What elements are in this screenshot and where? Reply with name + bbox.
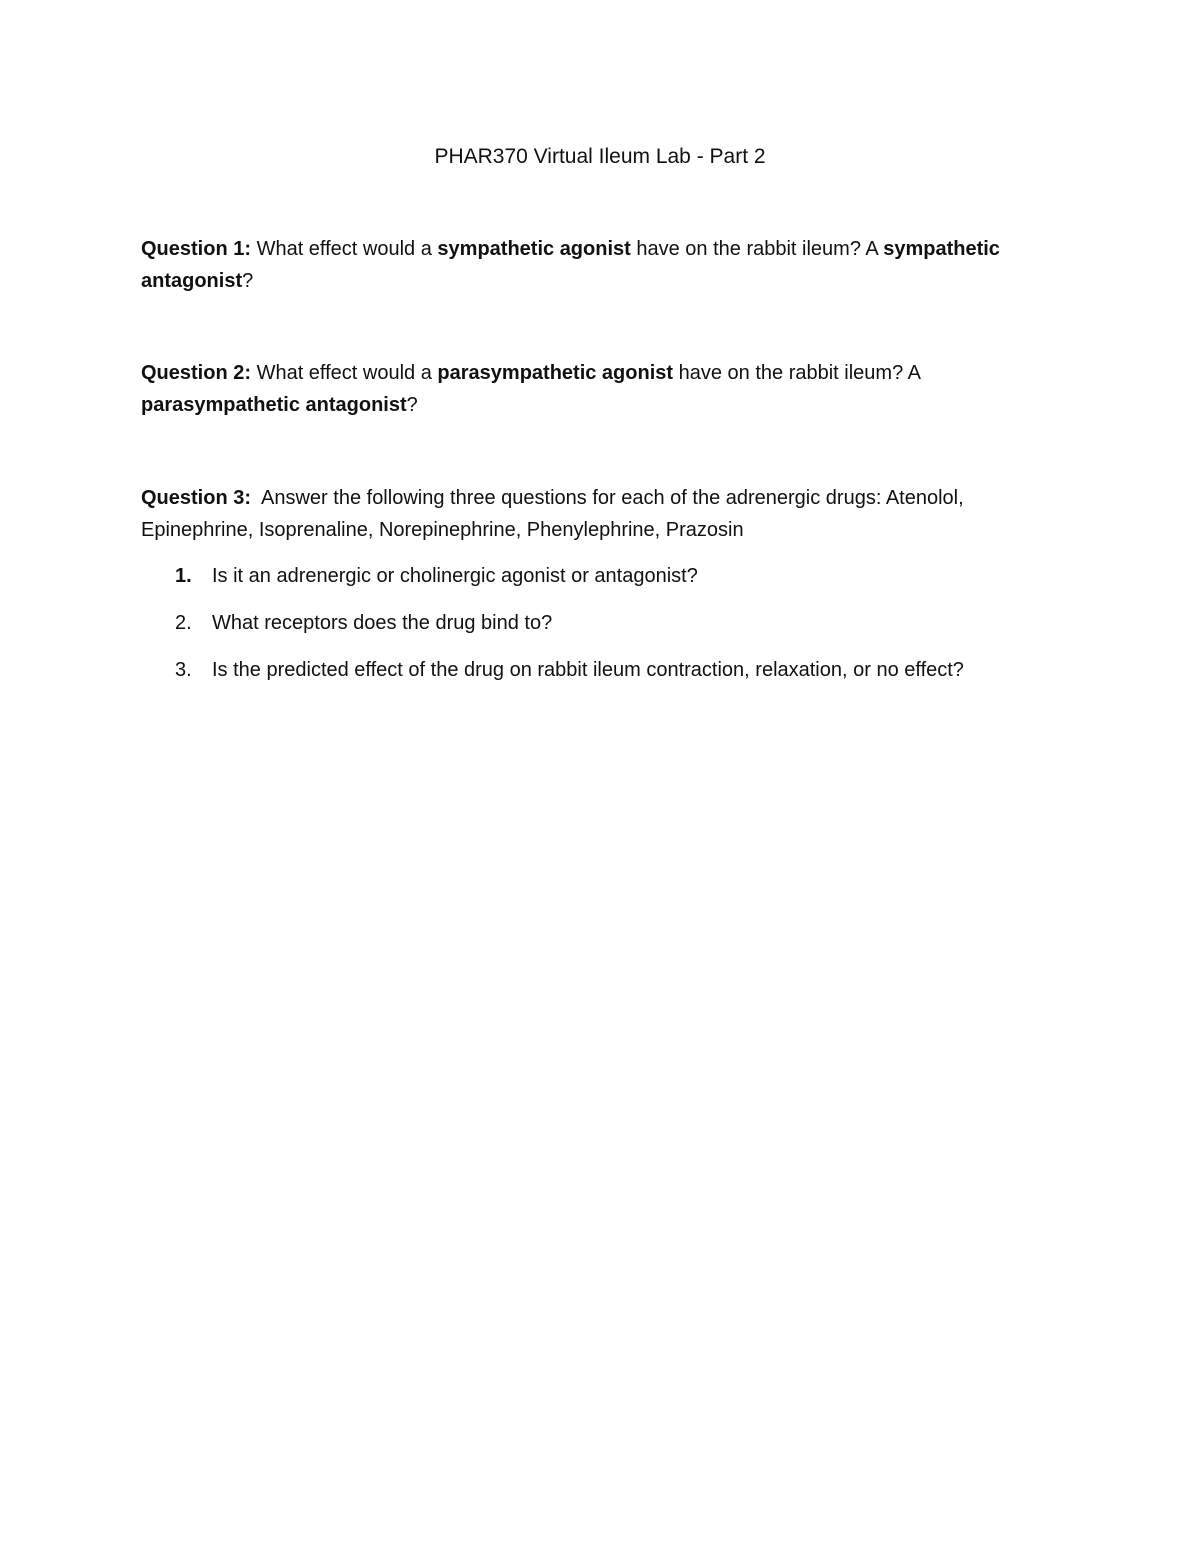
question-3-text: Answer the following three questions for each of the adrenergic drugs: Atenolol, Epinephrine, Isoprenaline, Norepinephrine, Phenylephrine, Prazosin	[141, 487, 970, 541]
list-item-text: What receptors does the drug bind to?	[212, 612, 553, 634]
question-2-text: What effect would a	[251, 362, 438, 384]
question-1	[141, 233, 1071, 297]
question-1-label: Question 1:	[141, 238, 252, 260]
list-item-number: 3.	[175, 659, 192, 681]
list-item-text: Is it an adrenergic or cholinergic agonist or antagonist?	[212, 565, 698, 587]
list-item-number: 1.	[175, 565, 192, 587]
question-2-text-2: have on the rabbit ileum? A	[673, 362, 920, 384]
list-item	[141, 656, 1071, 684]
list-item	[141, 562, 1071, 590]
question-1-text-2: have on the rabbit ileum? A	[630, 238, 884, 260]
question-2-term-agonist: parasympathetic agonist	[437, 362, 674, 384]
question-2-label: Question 2:	[141, 362, 252, 384]
question-3	[141, 482, 1071, 546]
question-1-end: ?	[242, 270, 254, 292]
question-1-term-antagonist: sympathetic antagonist	[141, 238, 1000, 292]
question-2	[141, 357, 1071, 421]
question-2-term-antagonist: parasympathetic antagonist	[141, 394, 407, 416]
document-title: PHAR370 Virtual Ileum Lab - Part 2	[434, 145, 766, 168]
list-item-number: 2.	[175, 612, 192, 634]
list-item-text: Is the predicted effect of the drug on rabbit ileum contraction, relaxation, or no effect?	[212, 659, 964, 681]
question-3-list	[141, 562, 1071, 703]
question-1-text: What effect would a	[251, 238, 438, 260]
question-3-label: Question 3:	[141, 487, 252, 509]
list-item	[141, 609, 1071, 637]
question-1-term-agonist: sympathetic agonist	[437, 238, 631, 260]
question-2-end: ?	[406, 394, 418, 416]
